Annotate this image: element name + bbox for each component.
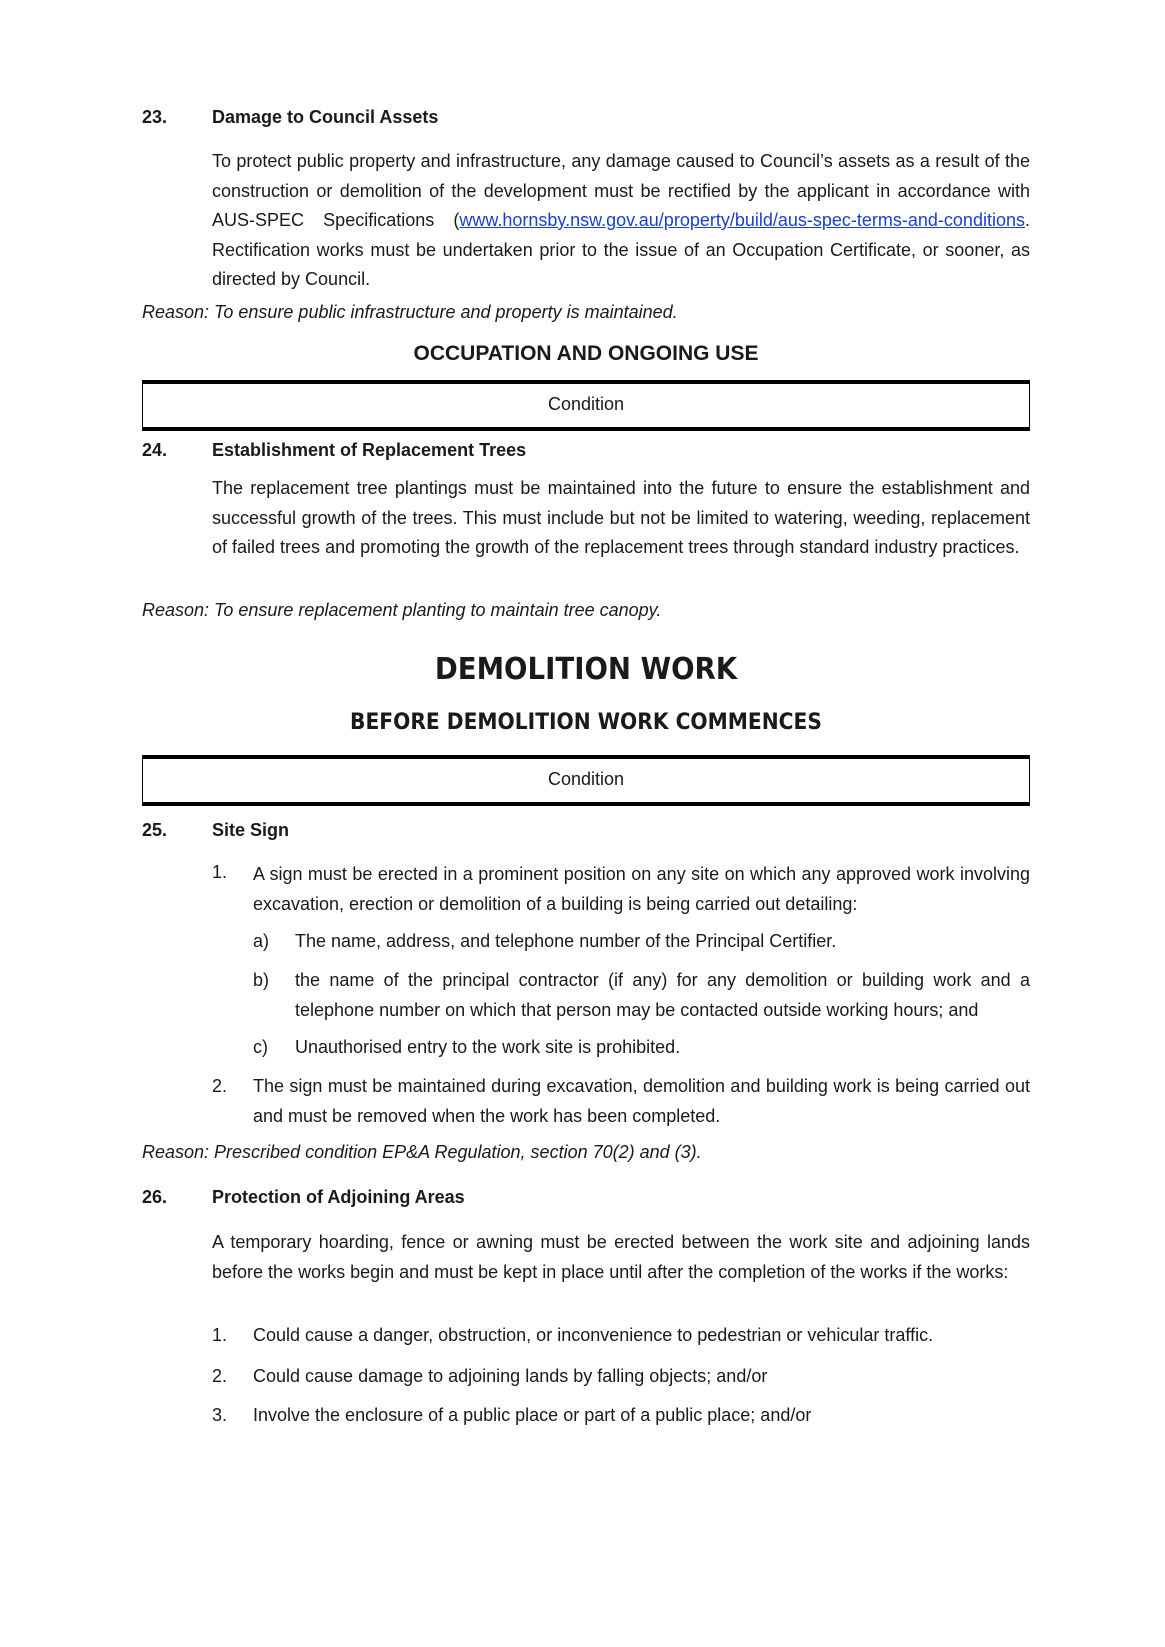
list-item-text: Could cause a danger, obstruction, or inconvenience to pedestrian or vehicular traffic. <box>253 1325 934 1345</box>
condition-bar-demolition: Condition <box>142 755 1030 806</box>
section-subheading-before-demolition: BEFORE DEMOLITION WORK COMMENCES <box>350 710 822 735</box>
sub-item-text: The name, address, and telephone number of the Principal Certifier. <box>295 931 837 951</box>
list-item-number: 3. <box>212 1405 228 1425</box>
condition-25-number: 25. <box>142 820 168 840</box>
sub-item-number: a) <box>253 931 270 951</box>
condition-25-title: Site Sign <box>212 820 290 840</box>
condition-26-title: Protection of Adjoining Areas <box>212 1187 465 1207</box>
condition-25-reason: Reason: Prescribed condition EP&A Regulation, section 70(2) and (3). <box>142 1142 702 1162</box>
sub-item-number: b) <box>253 970 270 990</box>
condition-24-body: The replacement tree plantings must be maintained into the future to ensure the establishment and successful growth of the trees. This must include but not be limited to watering, weeding, replacement of failed trees and promoting the growth of the replacement trees through standard industry practices. <box>212 478 1030 557</box>
list-item-number: 2. <box>212 1366 228 1386</box>
condition-23-reason: Reason: To ensure public infrastructure and property is maintained. <box>142 302 678 322</box>
section-heading-occupation: OCCUPATION AND ONGOING USE <box>413 342 759 365</box>
condition-23-title: Damage to Council Assets <box>212 107 439 127</box>
list-item-text: A sign must be erected in a prominent position on any site on which any approved work involving excavation, erection or demolition of a building is being carried out detailing: <box>253 864 1030 914</box>
aus-spec-link[interactable]: www.hornsby.nsw.gov.au/property/build/aus-spec-terms-and-conditions <box>459 210 1025 230</box>
list-item-number: 2. <box>212 1076 228 1096</box>
list-item-text: Involve the enclosure of a public place or part of a public place; and/or <box>253 1405 812 1425</box>
condition-24-title: Establishment of Replacement Trees <box>212 440 527 460</box>
sub-item-text: the name of the principal contractor (if any) for any demolition or building work and a telephone number on which that person may be contacted outside working hours; and <box>295 970 1030 1020</box>
list-item-text: Could cause damage to adjoining lands by falling objects; and/or <box>253 1366 768 1386</box>
condition-23-body <box>212 147 1030 295</box>
list-item-number: 1. <box>212 862 228 882</box>
condition-26-body: A temporary hoarding, fence or awning must be erected between the work site and adjoining lands before the works begin and must be kept in place until after the completion of the works if the works: <box>212 1232 1030 1282</box>
condition-24-reason: Reason: To ensure replacement planting to maintain tree canopy. <box>142 600 662 620</box>
condition-26-number: 26. <box>142 1187 168 1207</box>
condition-bar-occupation: Condition <box>142 380 1030 431</box>
condition-23-body-text-2: . Rectification works must be undertaken prior to the issue of an Occupation Certificate, or sooner, as directed by Council. <box>212 210 1030 289</box>
condition-24-number: 24. <box>142 440 168 460</box>
list-item-number: 1. <box>212 1325 228 1345</box>
sub-item-text: Unauthorised entry to the work site is prohibited. <box>295 1037 681 1057</box>
section-heading-demolition: DEMOLITION WORK <box>434 652 738 687</box>
sub-item-number: c) <box>253 1037 268 1057</box>
condition-23-number: 23. <box>142 107 168 127</box>
condition-23-body-text-1: To protect public property and infrastructure, any damage caused to Council’s assets as a result of the construction or demolition of the development must be rectified by the applicant in accordance with AUS-SPEC Specifications ( <box>212 151 1030 230</box>
list-item-text: The sign must be maintained during excavation, demolition and building work is being carried out and must be removed when the work has been completed. <box>253 1076 1030 1126</box>
